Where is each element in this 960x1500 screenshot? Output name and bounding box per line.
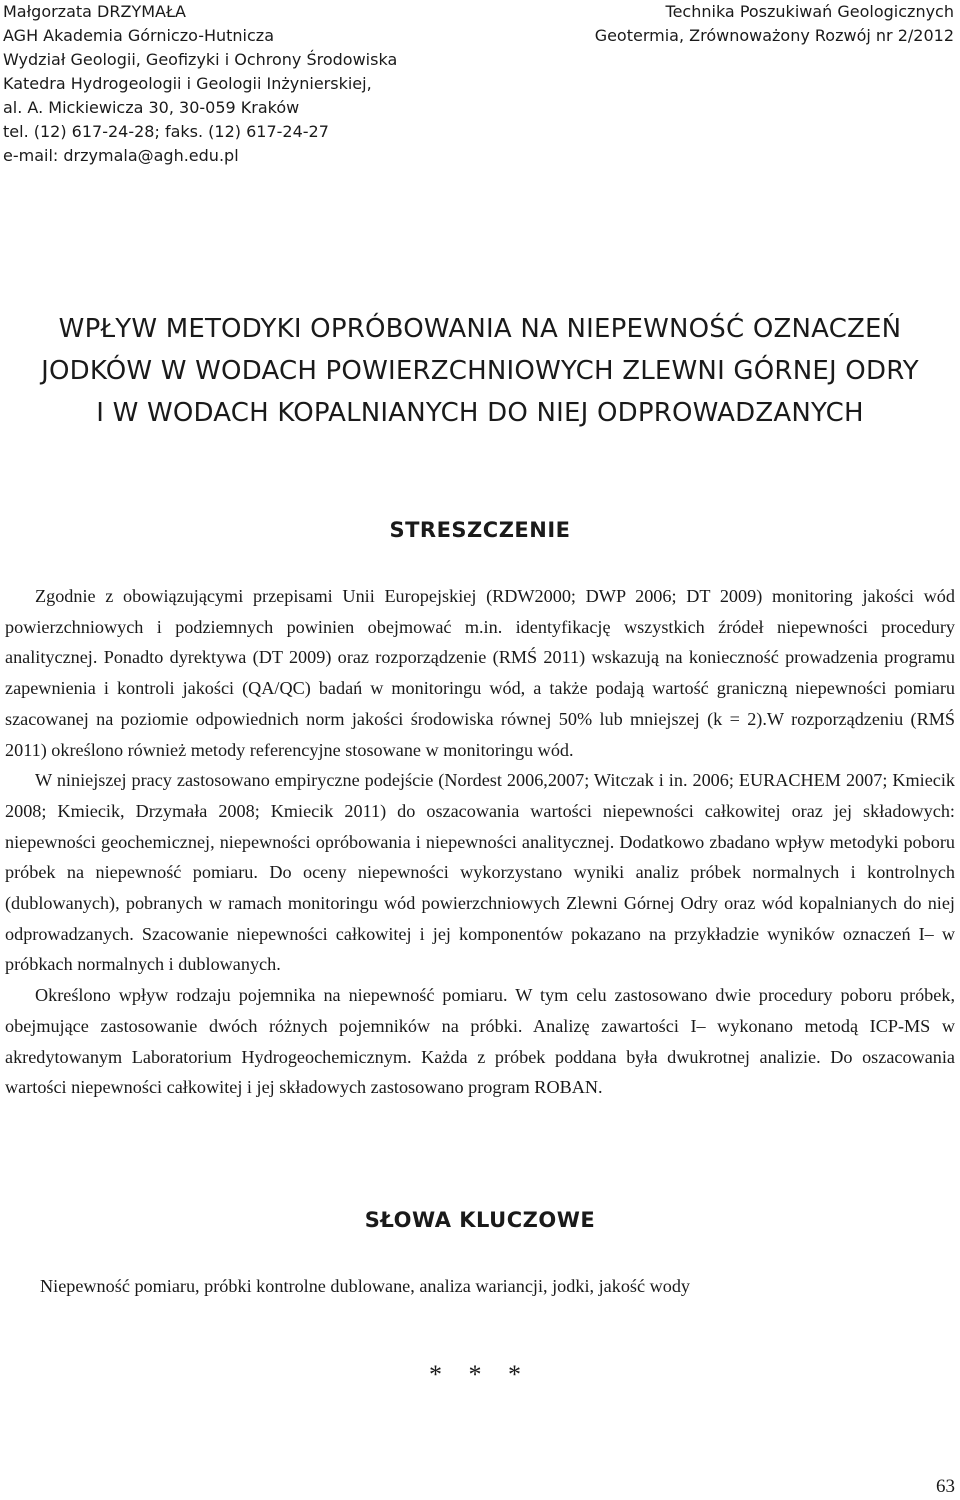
- abstract-paragraph-2: W niniejszej pracy zastosowano empiryczne podejście (Nordest 2006,2007; Witczak i in. 2006; EURACHEM 2007; Kmiecik 2008; Kmiecik, Drzymała 2008; Kmiecik 2011) do oszacowania wartości niepewności całkowitej oraz jej składowych: niepewności geochemicznej, niepewności opróbowania i niepewności analitycznej. Dodatkowo zbadano wpływ metodyki poboru próbek na niepewność pomiaru. Do oceny niepewności wykorzystano wyniki analiz próbek normalnych i kontrolnych (dublowanych), pobranych w ramach monitoringu wód powierzchniowych Zlewni Górnej Odry oraz wód kopalnianych do niej odprowadzanych. Szacowanie niepewności całkowitej i jej komponentów pokazano na przykładzie wyników oznaczeń I– w próbkach normalnych i dublowanych.: [5, 770, 955, 975]
- article-title: [0, 308, 960, 434]
- article-title-line-1: WPŁYW METODYKI OPRÓBOWANIA NA NIEPEWNOŚĆ OZNACZEŃ: [58, 314, 902, 344]
- page-number: 63: [936, 1476, 955, 1497]
- journal-header: [454, 0, 954, 48]
- journal-issue: Geotermia, Zrównoważony Rozwój nr 2/2012: [594, 26, 954, 45]
- abstract-paragraph-1: Zgodnie z obowiązującymi przepisami Unii Europejskiej (RDW2000; DWP 2006; DT 2009) monitoring jakości wód powierzchniowych i podziemnych powinien obejmować m.in. identyfikację wszystkich źródeł niepewności procedury analitycznej. Ponadto dyrektywa (DT 2009) oraz rozporządzenie (RMŚ 2011) wskazują na konieczność prowadzenia programu zapewnienia i kontroli jakości (QA/QC) badań w monitoringu wód, a także podają wartość graniczną niepewności pomiaru szacowanej na poziomie odpowiednich norm jakości środowiska równej 50% lub mniejszej (k = 2).W rozporządzeniu (RMŚ 2011) określono również metody referencyjne stosowane w monitoringu wód.: [5, 586, 955, 760]
- abstract-heading: STRESZCZENIE: [389, 518, 571, 542]
- author-department: Katedra Hydrogeologii i Geologii Inżynierskiej,: [3, 74, 372, 93]
- keywords-text: Niepewność pomiaru, próbki kontrolne dublowane, analiza wariancji, jodki, jakość wody: [40, 1276, 691, 1296]
- abstract-paragraph-3: Określono wpływ rodzaju pojemnika na niepewność pomiaru. W tym celu zastosowano dwie procedury poboru próbek, obejmujące zastosowanie dwóch różnych pojemników na próbki. Analizę zawartości I– wykonano metodą ICP-MS w akredytowanym Laboratorium Hydrogeochemicznym. Każda z próbek poddana była dwukrotnej analizie. Do oszacowania wartości niepewności całkowitej i jej składowych zastosowano program ROBAN.: [5, 985, 955, 1098]
- journal-title: Technika Poszukiwań Geologicznych: [665, 2, 954, 21]
- keywords-heading: SŁOWA KLUCZOWE: [364, 1208, 596, 1232]
- abstract-body: [5, 581, 955, 1103]
- author-affiliation-block: [3, 0, 523, 168]
- author-university: AGH Akademia Górniczo-Hutnicza: [3, 26, 274, 45]
- section-separator: * * *: [429, 1360, 531, 1389]
- author-phone: tel. (12) 617-24-28; faks. (12) 617-24-27: [3, 122, 329, 141]
- article-title-line-2: JODKÓW W WODACH POWIERZCHNIOWYCH ZLEWNI GÓRNEJ ODRY: [41, 356, 919, 386]
- author-address: al. A. Mickiewicza 30, 30-059 Kraków: [3, 98, 300, 117]
- author-name: Małgorzata DRZYMAŁA: [3, 2, 186, 21]
- author-faculty: Wydział Geologii, Geofizyki i Ochrony Środowiska: [3, 50, 398, 69]
- author-email: e-mail: drzymala@agh.edu.pl: [3, 146, 239, 165]
- article-title-line-3: I W WODACH KOPALNIANYCH DO NIEJ ODPROWADZANYCH: [96, 398, 864, 428]
